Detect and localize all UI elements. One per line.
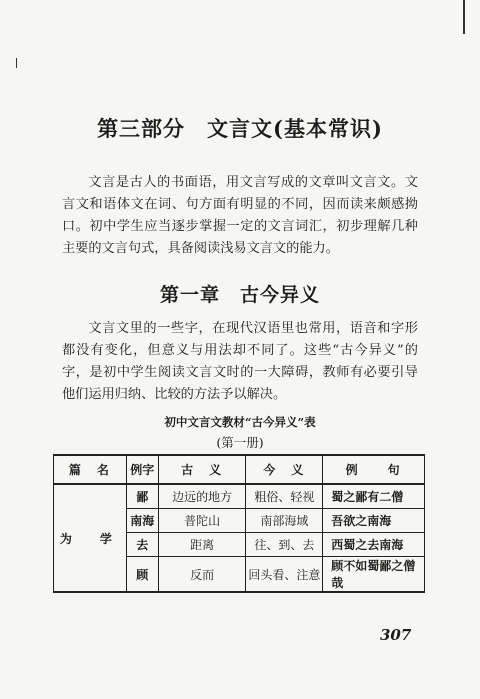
row-char: 鄙: [126, 484, 158, 509]
row-char: 顾: [126, 557, 158, 593]
row-example: 顾不如蜀鄙之僧哉: [323, 557, 425, 593]
row-modern: 回头看、注意: [246, 557, 323, 593]
header-char: 例字: [126, 455, 158, 484]
row-example: 吾欲之南海: [323, 509, 425, 533]
header-modern: 今 义: [246, 455, 323, 484]
header-piece: 篇 名: [54, 455, 127, 484]
intro-paragraph: 文言是古人的书面语，用文言写成的文章叫文言文。文言文和语体文在词、句方面有明显的不同，因而读来颇感拗口。初中学生应当逐步掌握一定的文言词汇，初步理解几种主要的文言句式，具备阅读浅易文言文的能力。: [62, 175, 418, 256]
scan-mark: [16, 58, 17, 68]
row-ancient: 边远的地方: [158, 484, 246, 509]
vocabulary-table: [53, 454, 425, 593]
row-ancient: 距离: [158, 533, 246, 557]
table-row: [54, 484, 425, 509]
row-modern: 粗俗、轻视: [246, 484, 323, 509]
row-char: 去: [126, 533, 158, 557]
table-subtitle: (第一册): [216, 435, 264, 450]
part-title: 第三部分 文言文(基本常识): [97, 116, 383, 141]
row-modern: 往、到、去: [246, 533, 323, 557]
row-example: 西蜀之去南海: [323, 533, 425, 557]
header-ancient: 古 义: [158, 455, 246, 484]
chapter-title: 第一章 古今异义: [159, 284, 320, 306]
table-header-row: [54, 455, 425, 484]
row-example: 蜀之鄙有二僧: [323, 484, 425, 509]
row-ancient: 反而: [158, 557, 246, 593]
header-example: 例 句: [323, 455, 425, 484]
chapter-paragraph: 文言文里的一些字，在现代汉语里也常用，语音和字形都没有变化，但意义与用法却不同了。这些“古今异义”的字，是初中学生阅读文言文时的一大障碍，教师有必要引导他们运用归纳、比较的方法予以解决。: [62, 321, 418, 402]
scan-mark: [463, 0, 465, 34]
piece-name: 为 学: [54, 484, 127, 592]
page-number: 307: [380, 626, 412, 644]
row-ancient: 普陀山: [158, 509, 246, 533]
table-title: 初中文言文教材“古今异义”表: [164, 415, 316, 429]
row-modern: 南部海域: [246, 509, 323, 533]
row-char: 南海: [126, 509, 158, 533]
